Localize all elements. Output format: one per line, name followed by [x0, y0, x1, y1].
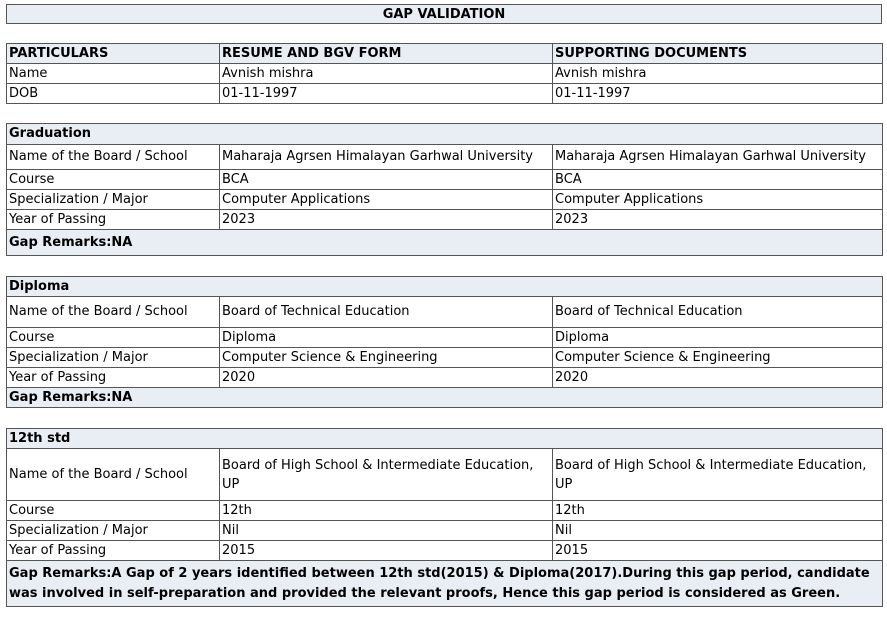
course-label: Course	[7, 170, 220, 190]
remarks-row	[7, 561, 883, 607]
remarks-row	[7, 230, 883, 256]
graduation-table	[6, 123, 883, 256]
diploma-spec-support: Computer Science & Engineering	[553, 348, 883, 368]
table-row	[7, 521, 883, 541]
year-label: Year of Passing	[7, 368, 220, 388]
twelfth-spec-resume: Nil	[220, 521, 553, 541]
graduation-board-support: Maharaja Agrsen Himalayan Garhwal University	[553, 145, 883, 170]
course-label: Course	[7, 501, 220, 521]
diploma-spec-resume: Computer Science & Engineering	[220, 348, 553, 368]
diploma-year-support: 2020	[553, 368, 883, 388]
twelfth-spec-support: Nil	[553, 521, 883, 541]
graduation-board-resume: Maharaja Agrsen Himalayan Garhwal University	[220, 145, 553, 170]
name-resume: Avnish mishra	[220, 64, 553, 84]
spec-label: Specialization / Major	[7, 190, 220, 210]
name-support: Avnish mishra	[553, 64, 883, 84]
graduation-year-support: 2023	[553, 210, 883, 230]
graduation-spec-resume: Computer Applications	[220, 190, 553, 210]
graduation-heading: Graduation	[7, 124, 883, 145]
dob-resume: 01-11-1997	[220, 84, 553, 104]
twelfth-heading: 12th std	[7, 429, 883, 449]
name-label: Name	[7, 64, 220, 84]
table-row	[7, 190, 883, 210]
spec-label: Specialization / Major	[7, 348, 220, 368]
header-supporting: SUPPORTING DOCUMENTS	[553, 44, 883, 64]
table-row	[7, 348, 883, 368]
table-row	[7, 368, 883, 388]
twelfth-table	[6, 428, 883, 607]
graduation-remarks: Gap Remarks:NA	[7, 230, 883, 256]
diploma-course-resume: Diploma	[220, 328, 553, 348]
diploma-table	[6, 276, 883, 408]
personal-block	[6, 43, 882, 104]
twelfth-remarks: Gap Remarks:A Gap of 2 years identified between 12th std(2015) & Diploma(2017).During this gap period, candidate was involved in self-preparation and provided the relevant proofs, Hence this gap period is considered as Green.	[7, 561, 883, 607]
diploma-board-support: Board of Technical Education	[553, 297, 883, 328]
table-row	[7, 84, 883, 104]
graduation-spec-support: Computer Applications	[553, 190, 883, 210]
twelfth-board-resume: Board of High School & Intermediate Education, UP	[220, 449, 553, 501]
course-label: Course	[7, 328, 220, 348]
graduation-course-resume: BCA	[220, 170, 553, 190]
board-label: Name of the Board / School	[7, 297, 220, 328]
board-label: Name of the Board / School	[7, 145, 220, 170]
diploma-year-resume: 2020	[220, 368, 553, 388]
header-row	[7, 44, 883, 64]
table-row	[7, 501, 883, 521]
twelfth-year-resume: 2015	[220, 541, 553, 561]
table-row	[7, 297, 883, 328]
table-row	[7, 145, 883, 170]
section-heading-row	[7, 124, 883, 145]
table-row	[7, 541, 883, 561]
diploma-block	[6, 276, 882, 408]
table-row	[7, 328, 883, 348]
graduation-course-support: BCA	[553, 170, 883, 190]
graduation-year-resume: 2023	[220, 210, 553, 230]
graduation-block	[6, 123, 882, 256]
year-label: Year of Passing	[7, 210, 220, 230]
table-row	[7, 64, 883, 84]
twelfth-course-support: 12th	[553, 501, 883, 521]
page-title: GAP VALIDATION	[6, 4, 882, 24]
remarks-row	[7, 388, 883, 408]
spec-label: Specialization / Major	[7, 521, 220, 541]
twelfth-board-support: Board of High School & Intermediate Education, UP	[553, 449, 883, 501]
twelfth-course-resume: 12th	[220, 501, 553, 521]
dob-label: DOB	[7, 84, 220, 104]
diploma-course-support: Diploma	[553, 328, 883, 348]
table-row	[7, 449, 883, 501]
table-row	[7, 210, 883, 230]
board-label: Name of the Board / School	[7, 449, 220, 501]
twelfth-year-support: 2015	[553, 541, 883, 561]
diploma-remarks: Gap Remarks:NA	[7, 388, 883, 408]
table-row	[7, 170, 883, 190]
diploma-heading: Diploma	[7, 277, 883, 297]
year-label: Year of Passing	[7, 541, 220, 561]
section-heading-row	[7, 429, 883, 449]
header-resume: RESUME AND BGV FORM	[220, 44, 553, 64]
twelfth-block	[6, 428, 882, 607]
personal-table	[6, 43, 883, 104]
section-heading-row	[7, 277, 883, 297]
diploma-board-resume: Board of Technical Education	[220, 297, 553, 328]
dob-support: 01-11-1997	[553, 84, 883, 104]
header-particulars: PARTICULARS	[7, 44, 220, 64]
